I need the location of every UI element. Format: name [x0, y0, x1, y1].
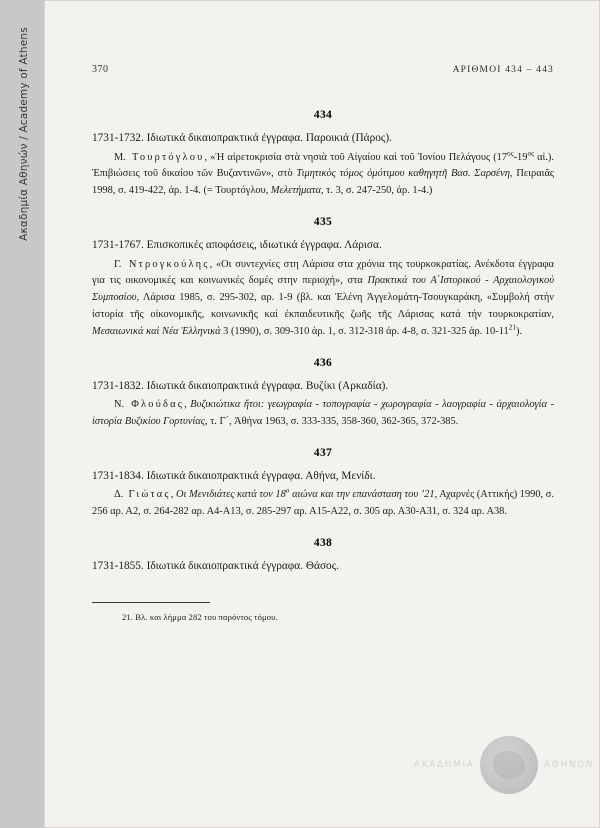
footnote-text: 21. Βλ. και λήμμα 282 του παρόντος τόμου. [122, 611, 278, 622]
vertical-institution-label [0, 0, 44, 828]
document-page [44, 0, 600, 828]
entry-reference: Δ. Γιώτας, Οι Μενιδιάτες κατά τον $18^o$ αιώνα και την επανάσταση του ’21, Αχαρνές (Αττικής) 1990, σ. 256 αρ. Α2, σ. 264-282 αρ. Α4-Α13, σ. 285-297 αρ. Α15-Α22, σ. 305 αρ. Α30-Α31, σ. 324 αρ. Α38. [92, 485, 554, 518]
catalog-entry [92, 109, 554, 200]
entry-heading: 1731-1832. Ιδιωτικά δικαιοπρακτικά έγγραφα. Βυζίκι (Αρκαδία). [92, 379, 389, 392]
watermark-right-text: ΑΘΗΝΩΝ [544, 760, 594, 770]
running-title: ΑΡΙΘΜΟΙ 434 – 443 [452, 65, 554, 75]
entry-number: 438 [313, 537, 333, 550]
entry-reference: Γ. Ντρογκούλης, «Οι συντεχνίες στη Λάρισα στα χρόνια της τουρκοκρατίας. Ανέκδοτα έγγραφα για τις οικονομικές και κοινωνικές δομές στην περιοχή», στα Πρακτικά του Α΄Ιστορικού - Αρχαιολογικού Συμποσίου, Λάρισα 1985, σ. 295-302, αρ. 1-9 (βλ. και Ἑλένη Ἀγγελομάτη-Τσουγκαράκη, «Συμβολή στήν ἱστορία τῆς οἰκονομικῆς, κοινωνικῆς καί ἐκπαιδευτικῆς ζωῆς τῆς Λάρισας κατά τήν τουρκοκρατίαν, Μεσαιωνικά καὶ Νέα Ἑλληνικά 3 (1990), σ. 309-310 ἀρ. 1, σ. 312-318 ἀρ. 4-8, σ. 321-325 ἀρ. $10-11^{21}$). [92, 258, 555, 337]
watermark-left-text: ΑΚΑΔΗΜΙΑ [414, 760, 475, 770]
footnote-area [92, 602, 554, 622]
entry-number: 436 [313, 356, 333, 369]
page-number: 370 [92, 64, 109, 75]
entry-number: 435 [313, 216, 333, 229]
entry-reference: Ν. Φλούδας, Βυζικιώτικα ἤτοι: γεωγραφία - τοπογραφία - χωρογραφία - λαογραφία - ἀρχαιολογία - ἱστορία Βυζικίου Γορτυνίας, τ. Γ΄, Ἀθήνα 1963, σ. 333-335, 358-360, 362-365, 372-385. [92, 399, 555, 428]
catalog-entry [92, 216, 554, 341]
entry-number: 434 [313, 109, 333, 121]
entry-heading: 1731-1834. Ιδιωτικά δικαιοπρακτικά έγγραφα. Αθήνα, Μενίδι. [92, 469, 376, 482]
entry-reference: Μ. Τουρτόγλου, «Ἡ αἱρετοκρισία στὰ νησιὰ τοῦ Αἰγαίου καὶ τοῦ Ἰονίου Πελάγους ($17^{o\varsigma}-19^{o\varsigma}$ αἰ.). Ἐπιβιώσεις τοῦ δικαίου τῶν Βυζαντινῶν», στὸ Τιμητικὸς τόμος ὁμότιμου καθηγητῆ Βασ. Σαρσένη, Πειραιᾶς 1998, σ. 419-422, ἀρ. 1-4. (= Τουρτόγλου, Μελετήματα, τ. 3, σ. 247-250, ἀρ. 1-4.) [92, 148, 555, 197]
running-head [92, 64, 554, 75]
academy-watermark [414, 730, 594, 800]
entry-heading: 1731-1732. Ιδιωτικά δικαιοπρακτικά έγγραφα. Παροικιά (Πάρος). [92, 132, 392, 144]
entry-heading: 1731-1767. Επισκοπικές αποφάσεις, ιδιωτικά έγγραφα. Λάρισα. [92, 239, 382, 252]
catalog-entry [92, 537, 554, 576]
entry-number: 437 [313, 446, 333, 459]
catalog-entry [92, 447, 554, 521]
catalog-entry [92, 357, 554, 431]
footnote-separator [92, 602, 210, 603]
institution-label-text: Ακαδημία Αθηνών / Academy of Athens [18, 27, 30, 241]
page-content [92, 64, 554, 622]
entry-heading: 1731-1855. Ιδιωτικά δικαιοπρακτικά έγγραφα. Θάσος. [92, 560, 339, 573]
owl-seal-icon [480, 736, 538, 794]
